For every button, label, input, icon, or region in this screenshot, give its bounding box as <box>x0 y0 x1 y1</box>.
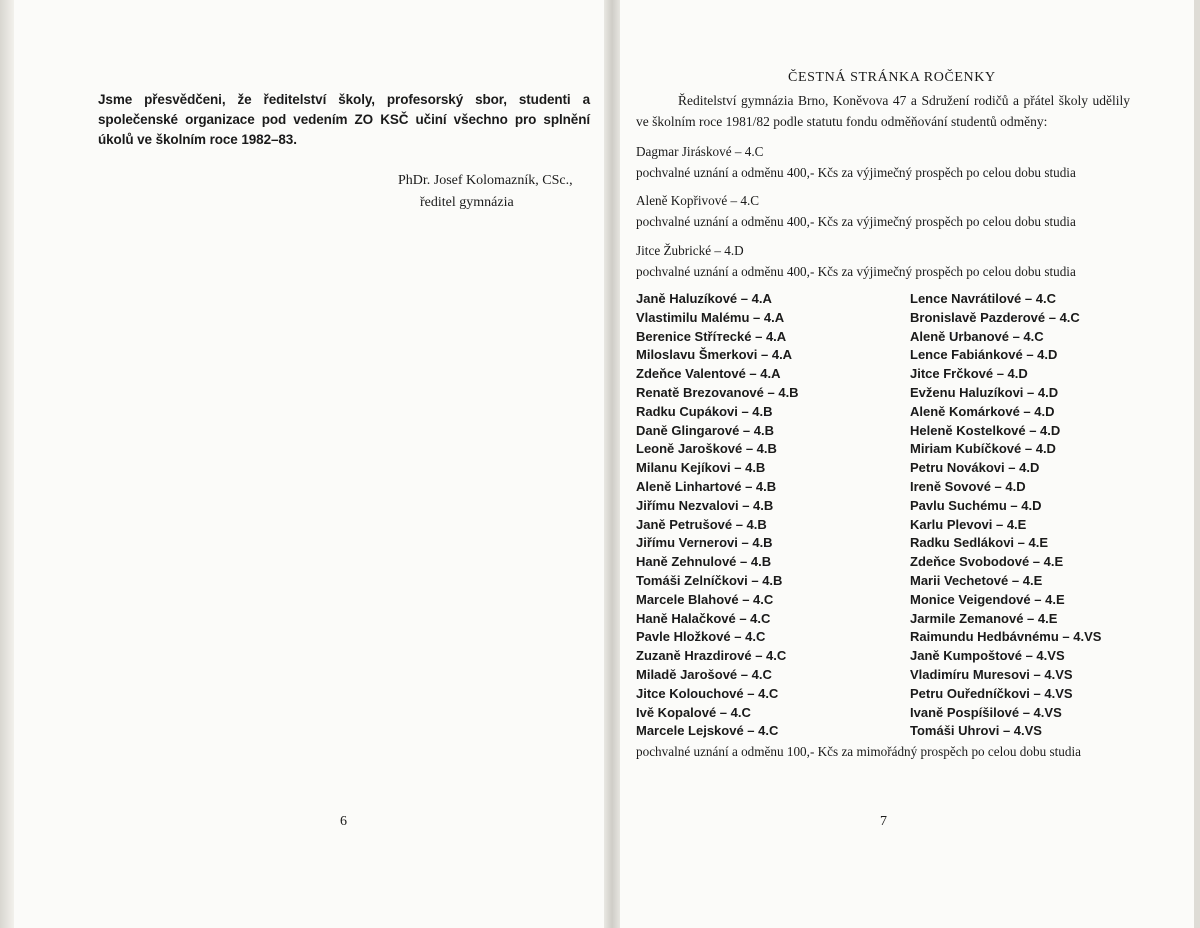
award-entry <box>636 141 1076 183</box>
list-item: Ivě Kopalové – 4.C <box>636 704 751 720</box>
list-item: Miladě Jarošové – 4.C <box>636 666 772 682</box>
signature-block <box>398 170 573 214</box>
list-item: Daně Glingarové – 4.B <box>636 422 774 438</box>
award-text: pochvalné uznání a odměnu 400,- Kčs za výjimečný prospěch po celou dobu studia <box>636 165 1076 180</box>
list-item: Haně Zehnulové – 4.B <box>636 554 772 570</box>
list-item: Radku Sedlákovi – 4.E <box>910 535 1049 551</box>
list-item: Marcele Lejskové – 4.C <box>636 723 779 739</box>
award-text: pochvalné uznání a odměnu 400,- Kčs za výjimečný prospěch po celou dobu studia <box>636 214 1076 229</box>
list-item: Pavlu Suchému – 4.D <box>910 497 1042 513</box>
list-item: Zdeňce Valentové – 4.A <box>636 366 781 382</box>
list-item: Jiřímu Vernerovi – 4.B <box>636 535 773 551</box>
list-item: Raimundu Hedbávnému – 4.VS <box>910 629 1102 645</box>
list-item: Aleně Linhartové – 4.B <box>636 478 777 494</box>
left-paragraph: Jsme přesvědčeni, že ředitelství školy, profesorský sbor, studenti a společenské organizace pod vedením ZO KSČ učiní všechno pro splnění úkolů ve školním roce 1982–83. <box>98 91 590 147</box>
list-item: Zuzaně Hrazdirové – 4.C <box>636 648 787 664</box>
list-item: Petru Ouředníčkovi – 4.VS <box>910 685 1073 701</box>
list-item: Zdeňce Svobodové – 4.E <box>910 554 1064 570</box>
right-intro-paragraph: Ředitelství gymnázia Brno, Koněvova 47 a Sdružení rodičů a přátel školy udělily ve školním roce 1981/82 podle statutu fondu odměňování studentů odměny: <box>636 93 1130 129</box>
book-edge-right <box>1194 0 1200 928</box>
list-item: Renatě Brezovanové – 4.B <box>636 384 799 400</box>
list-item: Tomáši Zelníčkovi – 4.B <box>636 572 783 588</box>
list-item: Janě Haluzíkové – 4.A <box>636 291 772 306</box>
list-item: Vlastimilu Malému – 4.A <box>636 309 785 325</box>
list-item: Karlu Plevovi – 4.E <box>910 516 1027 532</box>
list-item: Leoně Jaroškové – 4.B <box>636 441 777 457</box>
honoree-list-right <box>910 290 1101 741</box>
list-item: Jarmile Zemanové – 4.E <box>910 610 1058 626</box>
award-name: Dagmar Jiráskové – 4.C <box>636 144 764 159</box>
list-item: Aleně Komárkové – 4.D <box>910 403 1055 419</box>
list-item: Pavle Hložkové – 4.C <box>636 629 766 645</box>
list-item: Monice Veigendové – 4.E <box>910 591 1065 607</box>
list-item: Radku Cupákovi – 4.B <box>636 403 773 419</box>
award-text: pochvalné uznání a odměnu 400,- Kčs za výjimečný prospěch po celou dobu studia <box>636 264 1076 279</box>
list-item: Jitce Kolouchové – 4.C <box>636 685 779 701</box>
signature-name: PhDr. Josef Kolomazník, CSc., <box>398 173 573 188</box>
signature-title: ředitel gymnázia <box>420 195 514 210</box>
book-gutter <box>604 0 620 928</box>
list-item: Haně Halačkové – 4.C <box>636 610 771 626</box>
list-item: Jiřímu Nezvalovi – 4.B <box>636 497 774 513</box>
list-item: Janě Kumpoštové – 4.VS <box>910 648 1065 664</box>
award-entry <box>636 190 1076 232</box>
list-item: Tomáši Uhrovi – 4.VS <box>910 723 1042 739</box>
page-title: ČESTNÁ STRÁNKA ROČENKY <box>788 70 996 85</box>
list-item: Berenice Stříтecké – 4.A <box>636 328 787 344</box>
page-number-right: 7 <box>880 814 887 829</box>
closing-note: pochvalné uznání a odměnu 100,- Kčs za mimořádný prospěch po celou dobu studia <box>636 744 1081 759</box>
list-item: Miriam Kubíčkové – 4.D <box>910 441 1056 457</box>
book-edge-left <box>0 0 14 928</box>
list-item: Bronislavě Pazderové – 4.C <box>910 309 1080 325</box>
honoree-list-left <box>636 290 799 741</box>
list-item: Ireně Sovové – 4.D <box>910 478 1026 494</box>
list-item: Milanu Kejíkovi – 4.B <box>636 460 766 476</box>
page-number-left: 6 <box>340 814 347 829</box>
list-item: Ivaně Pospíšilové – 4.VS <box>910 704 1062 720</box>
list-item: Heleně Kostelkové – 4.D <box>910 422 1061 438</box>
award-entry <box>636 240 1076 282</box>
list-item: Aleně Urbanové – 4.C <box>910 328 1044 344</box>
list-item: Miloslavu Šmerkovi – 4.A <box>636 347 793 363</box>
list-item: Janě Petrušové – 4.B <box>636 516 767 532</box>
list-item: Jitce Frčkové – 4.D <box>910 366 1028 382</box>
list-item: Marcele Blahové – 4.C <box>636 591 774 607</box>
list-item: Lence Fabiánkové – 4.D <box>910 347 1058 363</box>
list-item: Marii Vechetové – 4.E <box>910 572 1043 588</box>
list-item: Lence Navrátilové – 4.C <box>910 291 1056 306</box>
award-name: Jitce Žubrické – 4.D <box>636 243 744 258</box>
list-item: Evženu Haluzíkovi – 4.D <box>910 384 1059 400</box>
list-item: Vladimíru Muresovi – 4.VS <box>910 666 1073 682</box>
award-name: Aleně Kopřivové – 4.C <box>636 193 760 208</box>
list-item: Petru Novákovi – 4.D <box>910 460 1040 476</box>
